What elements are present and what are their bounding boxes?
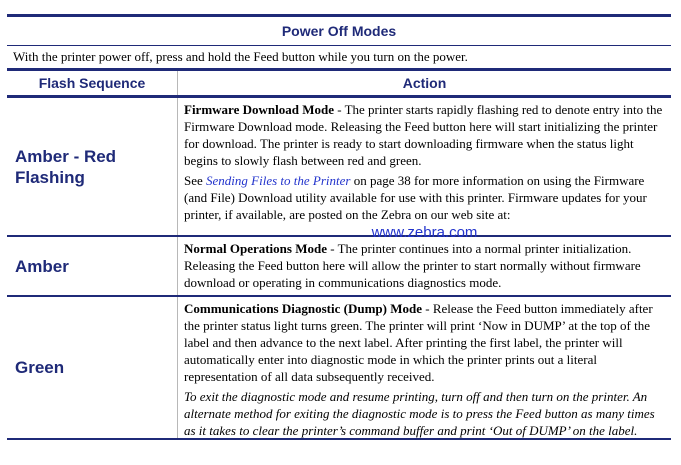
table-row <box>7 98 671 241</box>
zebra-website-link[interactable]: www.zebra.com <box>371 224 478 241</box>
table-row <box>7 237 671 297</box>
sending-files-link[interactable]: Sending Files to the Printer <box>206 173 351 188</box>
power-off-modes-table <box>7 14 671 440</box>
mode-description: - The printer starts rapidly flashing red to denote entry into the Firmware Download mode. Releasing the Feed button here will start initializing the printer for download. The printer is ready to start downloading firmware when the status light begins to slowly flash between red and green. <box>184 102 663 168</box>
mode-name: Normal Operations Mode <box>184 241 327 256</box>
action-paragraph <box>184 300 665 385</box>
mode-name: Firmware Download Mode <box>184 102 334 117</box>
see-also-paragraph <box>184 172 665 223</box>
flash-sequence-label: Green <box>15 358 65 377</box>
action-cell <box>177 237 671 295</box>
action-cell <box>177 297 671 438</box>
mode-description: - Release the Feed button immediately after the printer status light turns green. The printer will print ‘Now in DUMP’ at the top of the label and then advance to the next label. After printing the first label, the printer will automatically enter into diagnostic mode in which the printer prints out a literal representation of all data subsequently received. <box>184 301 653 384</box>
flash-sequence-cell <box>7 237 177 295</box>
see-prefix: See <box>184 173 207 188</box>
header-flash-sequence: Flash Sequence <box>38 75 146 91</box>
flash-sequence-cell <box>7 297 177 438</box>
mode-name: Communications Diagnostic (Dump) Mode <box>184 301 422 316</box>
flash-sequence-cell <box>7 98 177 235</box>
table-row <box>7 297 671 440</box>
table-intro: With the printer power off, press and hold the Feed button while you turn on the power. <box>7 46 671 71</box>
exit-diagnostic-note: To exit the diagnostic mode and resume printing, turn off and then turn on the printer. An alternate method for exiting the diagnostic mode is to press the Feed button as many times as it takes to clear the printer’s command buffer and print ‘Out of DUMP’ on the label. <box>184 389 655 438</box>
header-action: Action <box>177 71 671 95</box>
mode-description: - The printer continues into a normal printer initialization. Releasing the Feed button here will allow the printer to start normally without firmware download or operating in communications diagnostics mode. <box>184 241 641 290</box>
flash-sequence-label: Amber <box>15 256 69 276</box>
action-cell <box>177 98 671 241</box>
flash-sequence-label: Amber - Red Flashing <box>15 146 117 187</box>
see-suffix: on page 38 for more information on using the Firmware (and File) Download utility available for use with this printer. Firmware updates for your printer, if available, are posted on the Zebra on our web site at: <box>184 173 647 222</box>
table-header-row <box>7 71 671 98</box>
action-paragraph <box>184 240 665 291</box>
table-title: Power Off Modes <box>7 17 671 46</box>
action-paragraph <box>184 101 665 169</box>
